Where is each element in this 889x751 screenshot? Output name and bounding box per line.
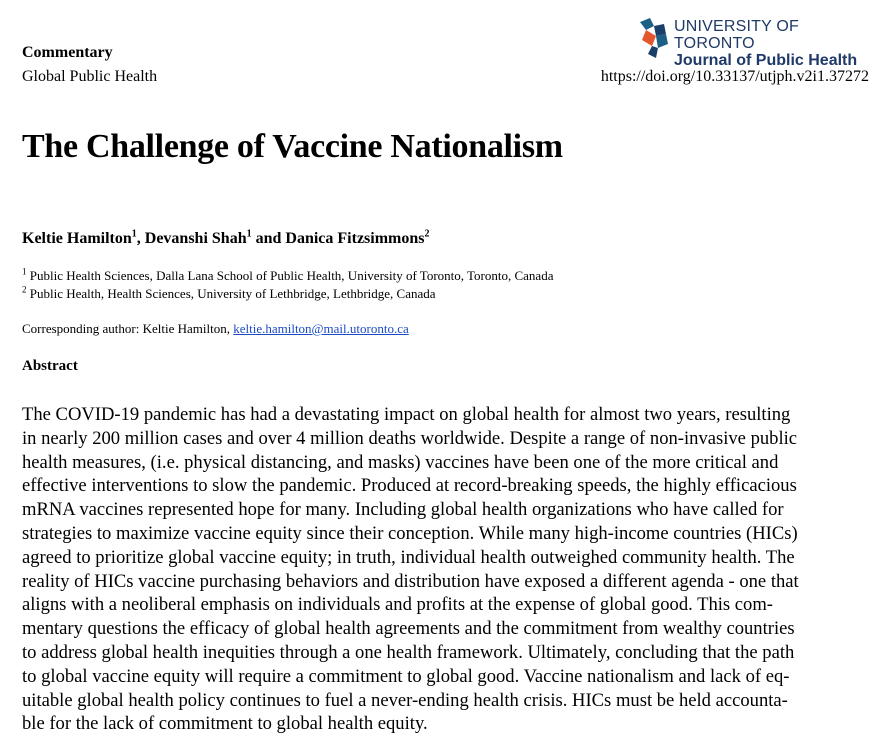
abstract-line: health measures, (i.e. physical distancing, and masks) vaccines have been one of the more critical and <box>22 451 779 473</box>
abstract-line: strategies to maximize vaccine equity since their conception. While many high-income countries (HICs) <box>22 522 798 544</box>
abstract-line: aligns with a neoliberal emphasis on individuals and profits at the expense of global good. This com- <box>22 594 774 616</box>
abstract-body <box>22 403 862 736</box>
author-name: Danica Fitzsimmons <box>285 230 425 247</box>
abstract-line: The COVID-19 pandemic has had a devastating impact on global health for almost two years, resulting <box>22 404 791 425</box>
corresponding-email-link[interactable]: keltie.hamilton@mail.utoronto.ca <box>233 321 409 336</box>
affiliation-text: Public Health, Health Sciences, University of Lethbridge, Lethbridge, Canada <box>26 286 436 301</box>
author-affil-marker: 1 <box>246 228 252 240</box>
affiliation-text: Public Health Sciences, Dalla Lana School of Public Health, University of Toronto, Toronto, Canada <box>26 268 554 283</box>
journal-logo <box>638 18 878 69</box>
affiliation-2 <box>22 286 436 302</box>
author-list <box>22 230 430 248</box>
corresponding-label: Corresponding author: Keltie Hamilton, <box>22 321 234 336</box>
affiliation-number: 1 <box>22 266 27 277</box>
abstract-line: reality of HICs vaccine purchasing behaviors and distribution have exposed a different agenda - one that <box>22 570 799 592</box>
author-name: Devanshi Shah <box>144 230 247 247</box>
author-affil-marker: 2 <box>424 228 430 240</box>
abstract-line: ble for the lack of commitment to global health equity. <box>22 713 428 735</box>
affiliation-1 <box>22 268 553 284</box>
author-name: Keltie Hamilton <box>22 230 132 247</box>
doi-link[interactable]: https://doi.org/10.33137/utjph.v2i1.37272 <box>600 68 869 85</box>
abstract-line: to address global health inequities through a one health framework. Ultimately, concluding that the path <box>22 641 795 663</box>
abstract-line: effective interventions to slow the pandemic. Produced at record-breaking speeds, the highly efficacious <box>22 475 797 497</box>
article-title: The Challenge of Vaccine Nationalism <box>22 128 563 165</box>
corresponding-author <box>22 321 409 337</box>
author-separator: and <box>251 230 286 247</box>
abstract-heading: Abstract <box>22 358 78 374</box>
abstract-line: agreed to prioritize global vaccine equity; in truth, individual health outweighed community health. The <box>22 546 795 568</box>
uoft-shield-icon <box>638 18 670 58</box>
abstract-line: mentary questions the efficacy of global health agreements and the commitment from wealthy countries <box>22 618 795 640</box>
journal-section: Global Public Health <box>22 68 158 85</box>
logo-journal: Journal of Public Health <box>674 52 858 69</box>
logo-text <box>674 18 878 69</box>
abstract-line: in nearly 200 million cases and over 4 million deaths worldwide. Despite a range of non-invasive public <box>22 427 798 449</box>
abstract-line: mRNA vaccines represented hope for many. Including global health organizations who have called for <box>22 499 784 521</box>
section-label: Commentary <box>22 44 113 61</box>
affiliation-number: 2 <box>22 284 27 295</box>
author-affil-marker: 1 <box>131 228 137 240</box>
logo-university: UNIVERSITY OF TORONTO <box>674 18 799 52</box>
abstract-line: uitable global health policy continues to fuel a never-ending health crisis. HICs must be held accounta- <box>22 689 788 711</box>
author-separator: , <box>136 230 145 247</box>
abstract-line: to global vaccine equity will require a commitment to global good. Vaccine nationalism and lack of eq- <box>22 665 790 687</box>
